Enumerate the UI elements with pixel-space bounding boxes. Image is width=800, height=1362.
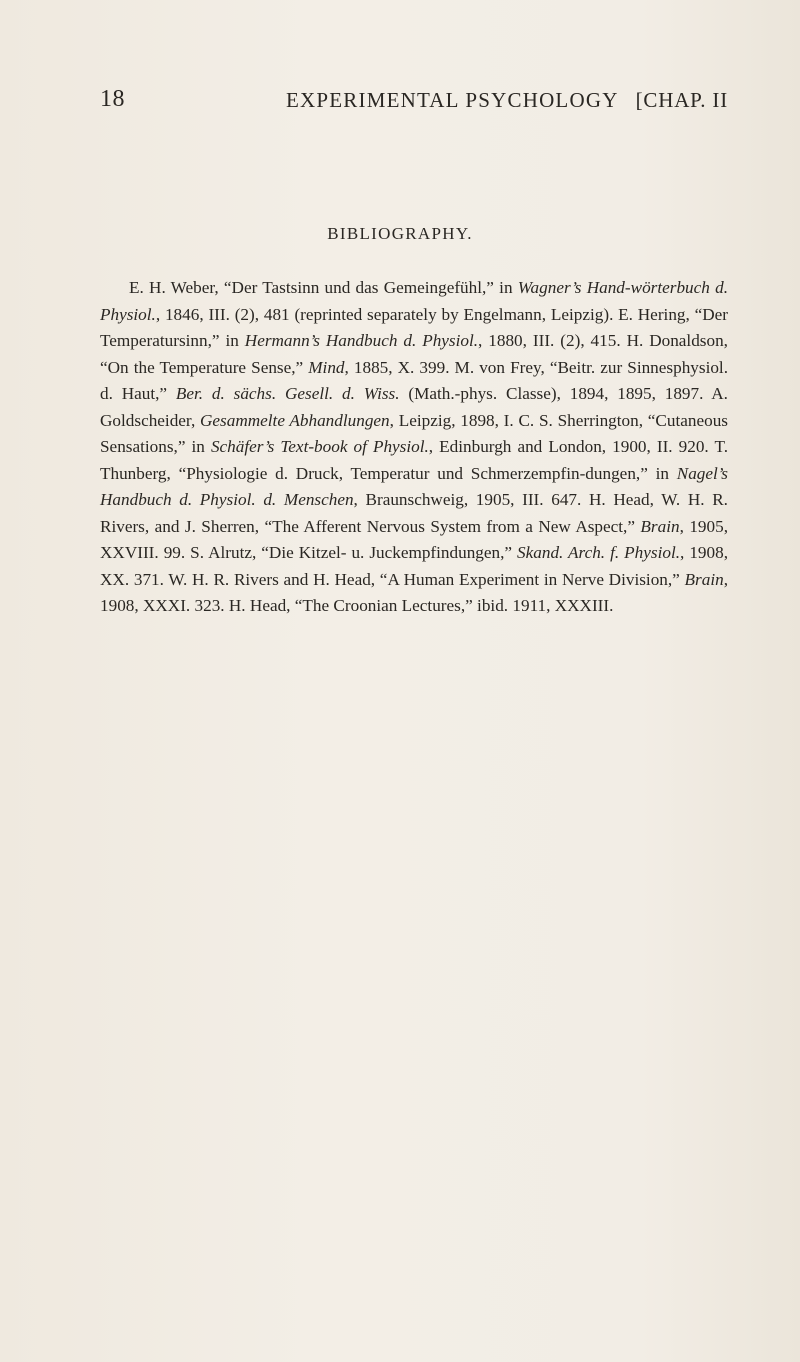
citation-title: Brain — [684, 569, 724, 589]
page-number: 18 — [100, 86, 125, 112]
citation-text: , Leipzig, 1898, I. C. S. Sherrington, “Cutaneous Sensations,” in — [100, 410, 728, 457]
citation-title: Mind — [308, 357, 345, 377]
citation-text: , Edinburgh and London, 1900, II. 920. T. Thunberg, “Physiologie d. Druck, Temperatur und Schmerzempfin-dungen,” in — [100, 437, 728, 483]
chapter-label: [CHAP. II — [635, 88, 728, 112]
bibliography-heading: BIBLIOGRAPHY. — [327, 224, 473, 243]
citation-text: (Math.-phys. Classe), 1894, 1895, 1897. A. Goldscheider, — [100, 384, 728, 430]
citation-text: , 1880, III. (2), 415. H. Donaldson, “On the Temperature Sense,” — [100, 331, 728, 377]
citation-title: Nagel’s Handbuch d. Physiol. d. Menschen — [100, 463, 728, 510]
citation-title: Gesammelte Abhandlungen — [200, 410, 390, 430]
citation-title: Wagner’s Hand-wörterbuch d. Physiol. — [100, 278, 728, 324]
citation-title: Schäfer’s Text-book of Physiol. — [210, 437, 429, 457]
citation-title: Skand. Arch. f. Physiol. — [517, 543, 681, 563]
citation-text: , 1885, X. 399. M. von Frey, “Beitr. zur Sinnesphysiol. d. Haut,” — [100, 357, 729, 404]
citation-text: , Braunschweig, 1905, III. 647. H. Head, W. H. R. Rivers, and J. Sherren, “The Afferent Nervous System from a New Aspect,” — [100, 490, 728, 536]
bibliography-paragraph — [100, 275, 728, 620]
running-header — [100, 86, 728, 120]
citation-text: E. H. Weber, “Der Tastsinn und das Gemeingefühl,” in — [129, 278, 518, 298]
citation-title: Hermann’s Handbuch d. Physiol. — [244, 331, 479, 351]
citation-text: , 1905, XXVIII. 99. S. Alrutz, “Die Kitzel- u. Juckempfindungen,” — [100, 516, 728, 563]
citation-title: Ber. d. sächs. Gesell. d. Wiss. — [175, 384, 400, 404]
citation-text: , 1846, III. (2), 481 (reprinted separately by Engelmann, Leipzig). E. Hering, “Der Temperatursinn,” in — [100, 304, 728, 351]
citation-title: Brain — [640, 516, 680, 536]
citation-text: , 1908, XXXI. 323. H. Head, “The Croonian Lectures,” ibid. 1911, XXXIII. — [100, 569, 728, 616]
citation-text: , 1908, XX. 371. W. H. R. Rivers and H. Head, “A Human Experiment in Nerve Division,” — [100, 543, 728, 589]
running-title: EXPERIMENTAL PSYCHOLOGY — [286, 88, 619, 112]
